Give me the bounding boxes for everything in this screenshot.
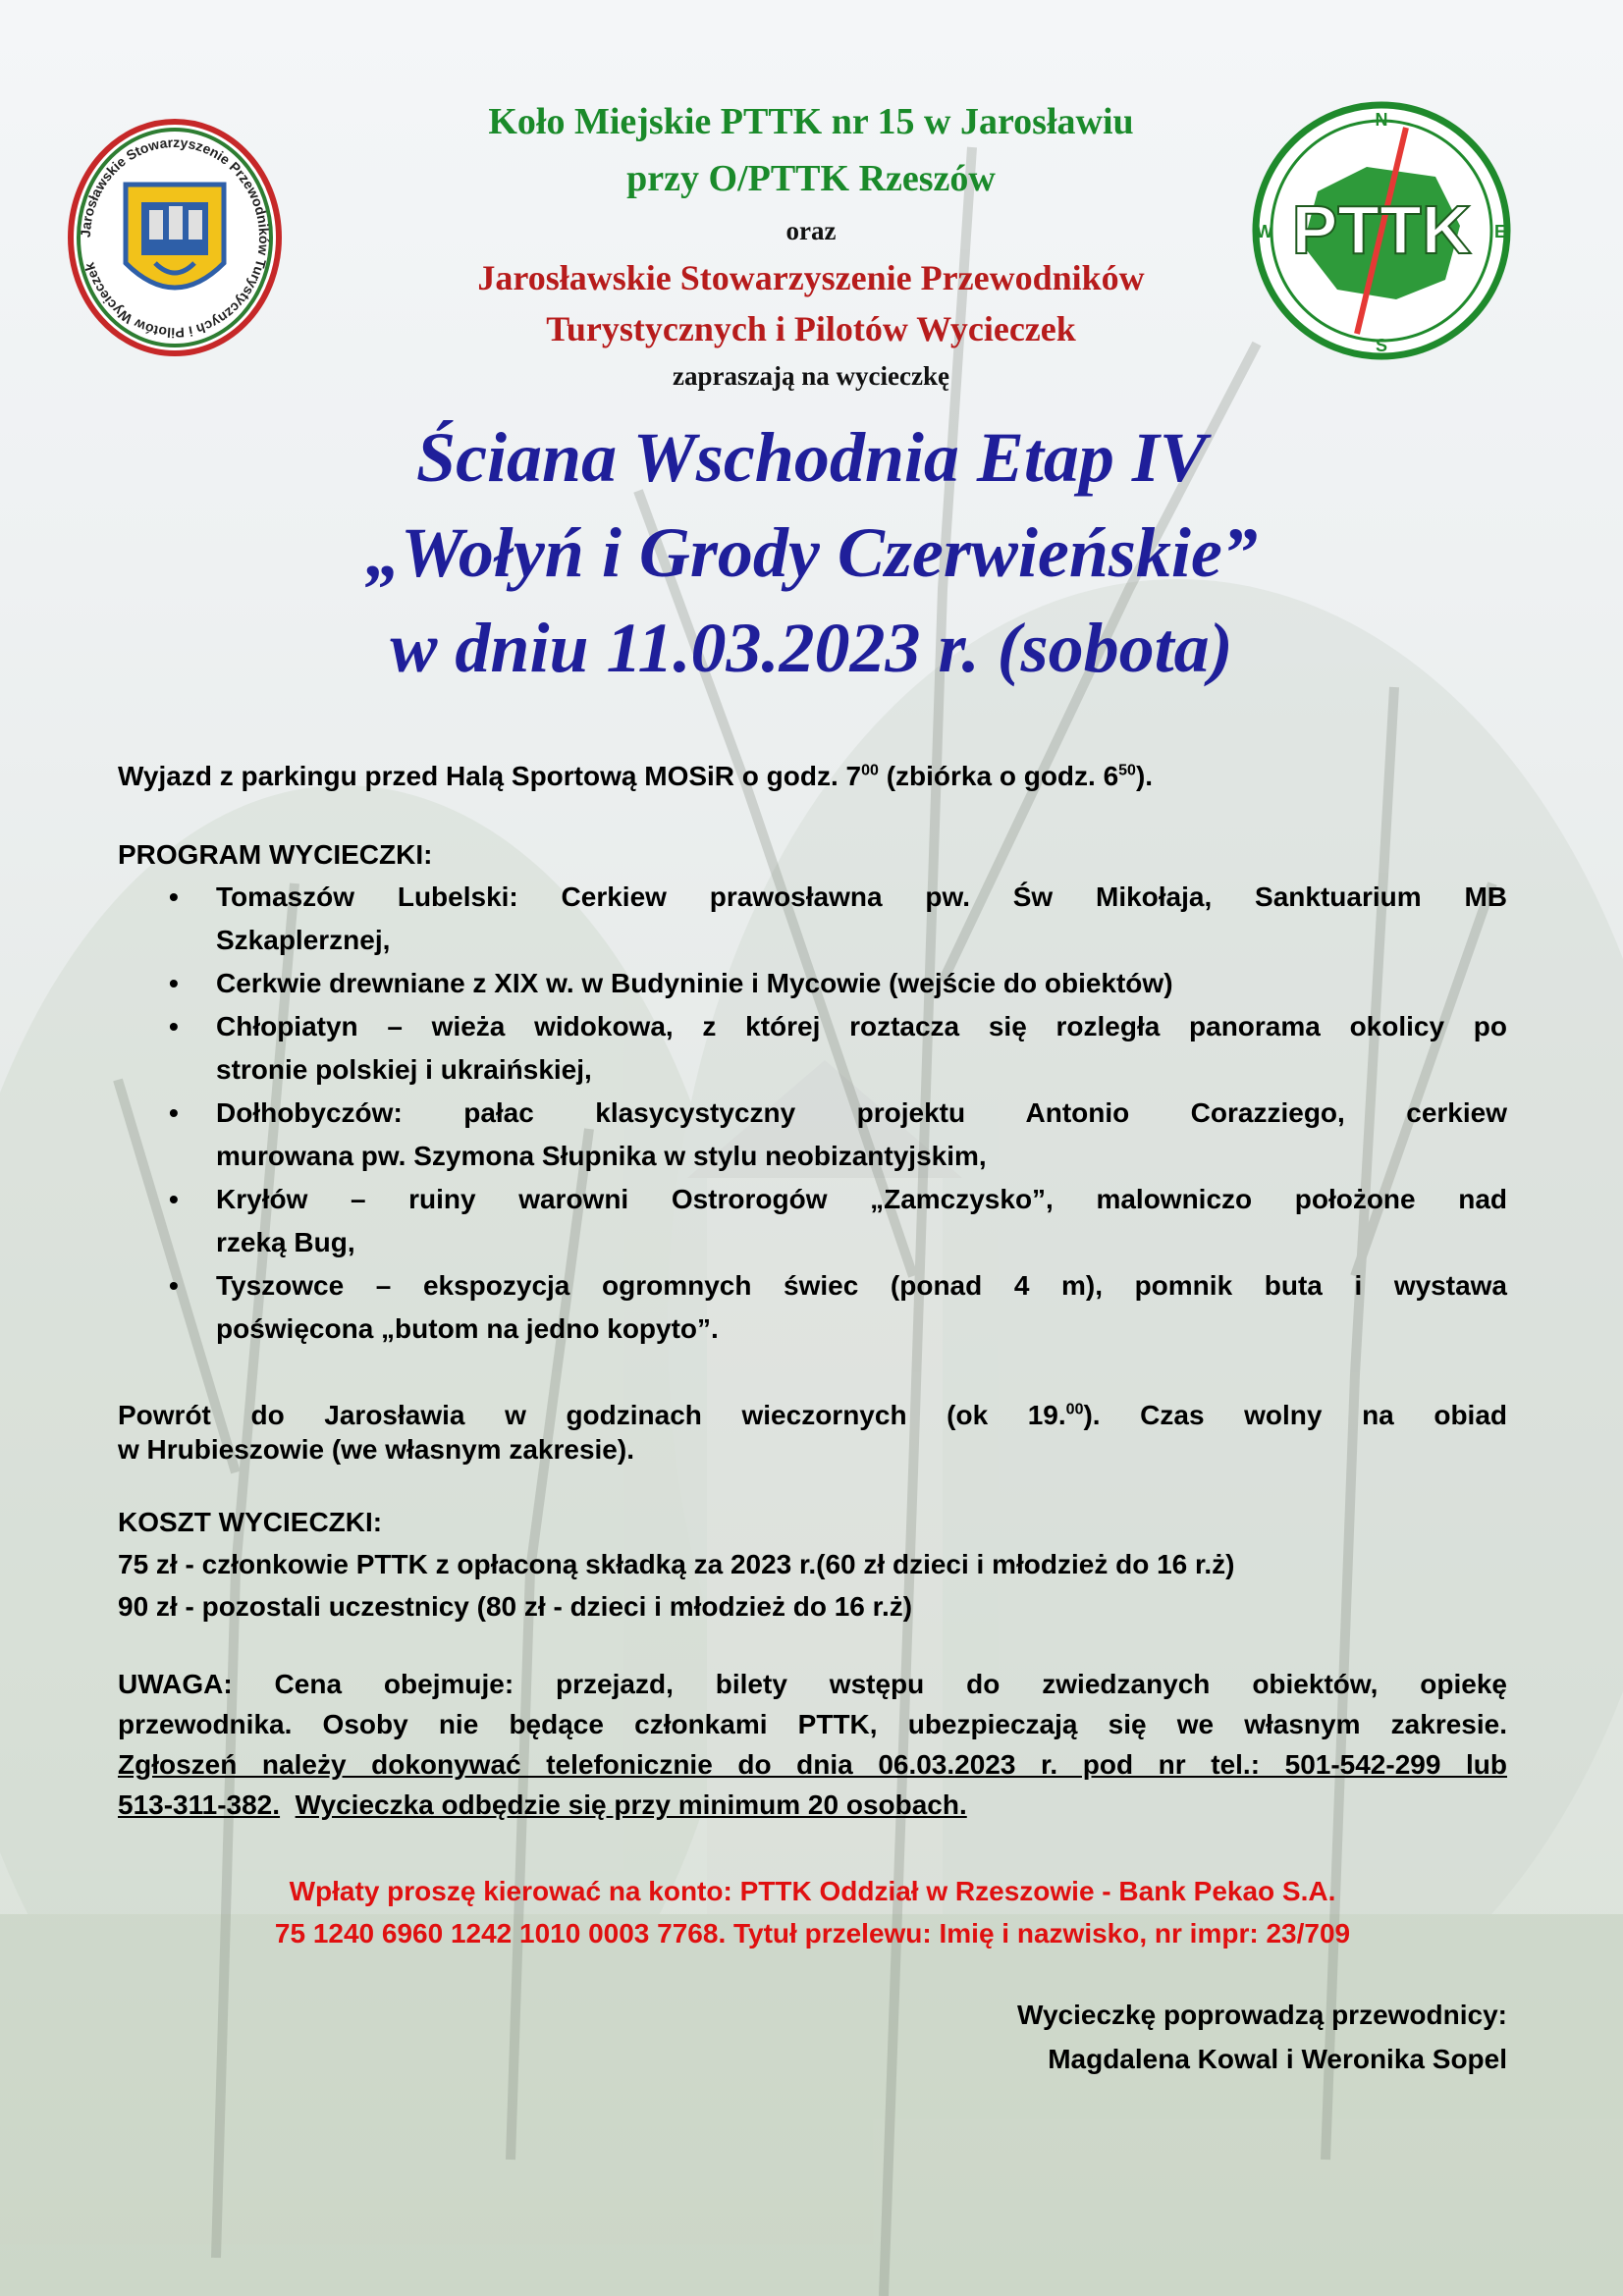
list-item: • Tomaszów Lubelski: Cerkiew prawosławna pw. Św Mikołaja, Sanktuarium MB Szkaplerznej, xyxy=(169,881,1507,955)
list-item: • Tyszowce – ekspozycja ogromnych świec (ponad 4 m), pomnik buta i wystawa poświęcona „butom na jedno kopyto”. xyxy=(169,1270,1507,1344)
trip-subtitle: „Wołyń i Grody Czerwieńskie” xyxy=(365,513,1258,592)
organizer-line-2: przy O/PTTK Rzeszów xyxy=(626,158,996,199)
pttk-logo-text: PTTK xyxy=(1291,191,1472,268)
association-line-2: Turystycznych i Pilotów Wycieczek xyxy=(546,309,1076,348)
cost-members: 75 zł - członkowie PTTK z opłaconą składką za 2023 r.(60 zł dzieci i młodzież do 16 r.ż) xyxy=(118,1549,1235,1579)
phone-number: 513-311-382. xyxy=(118,1789,281,1820)
compass-w: W xyxy=(1256,222,1273,241)
note-line-1: UWAGA: Cena obejmuje: przejazd, bilety wstępu do zwiedzanych obiektów, opiekę xyxy=(118,1669,1507,1699)
note-line-2: przewodnika. Osoby nie będące członkami PTTK, ubezpieczają się we własnym zakresie. xyxy=(118,1709,1507,1739)
list-item: • Kryłów – ruiny warowni Ostrorogów „Zamczysko”, malowniczo położone nad rzeką Bug, xyxy=(169,1184,1507,1257)
compass-n: N xyxy=(1375,110,1388,130)
guides-names: Magdalena Kowal i Weronika Sopel xyxy=(1048,2044,1507,2074)
organizer-line-1: Koło Miejskie PTTK nr 15 w Jarosławiu xyxy=(488,101,1134,142)
cost-others: 90 zł - pozostali uczestnicy (80 zł - dzieci i młodzież do 16 r.ż) xyxy=(118,1591,913,1622)
note-line-4 xyxy=(118,1787,1507,1824)
guides-association-logo xyxy=(67,116,283,359)
association-line-1: Jarosławskie Stowarzyszenie Przewodników xyxy=(477,258,1145,297)
trip-title: Ściana Wschodnia Etap IV xyxy=(416,418,1207,497)
compass-e: E xyxy=(1493,222,1507,241)
compass-s: S xyxy=(1375,336,1388,355)
return-info-2: w Hrubieszowie (we własnym zakresie). xyxy=(118,1434,634,1465)
logo-ring-text: Jarosławskie Stowarzyszenie Przewodników Turystycznych i Pilotów Wycieczek xyxy=(77,133,273,342)
conjunction: oraz xyxy=(785,216,837,245)
return-info: Powrót do Jarosławia w godzinach wieczornych (ok 19.00). Czas wolny na obiad xyxy=(118,1400,1507,1430)
list-item: • Chłopiatyn – wieża widokowa, z której roztacza się rozległa panorama okolicy po stronie polskiej i ukraińskiej, xyxy=(169,1011,1507,1085)
invitation-text: zapraszają na wycieczkę xyxy=(673,361,949,391)
guides-heading: Wycieczkę poprowadzą przewodnicy: xyxy=(1017,2000,1507,2030)
list-item: • Dołhobyczów: pałac klasycystyczny projektu Antonio Corazziego, cerkiew murowana pw. Szymona Słupnika w stylu neobizantyjskim, xyxy=(169,1097,1507,1171)
cost-heading: KOSZT WYCIECZKI: xyxy=(118,1507,383,1537)
program-heading: PROGRAM WYCIECZKI: xyxy=(118,839,433,870)
minimum-participants: Wycieczka odbędzie się przy minimum 20 osobach. xyxy=(295,1789,967,1820)
note-line-3: Zgłoszeń należy dokonywać telefonicznie do dnia 06.03.2023 r. pod nr tel.: 501-542-299 lub xyxy=(118,1749,1507,1780)
trip-date: w dniu 11.03.2023 r. (sobota) xyxy=(390,609,1233,687)
payment-line-2: 75 1240 6960 1242 1010 0003 7768. Tytuł przelewu: Imię i nazwisko, nr impr: 23/709 xyxy=(274,1918,1351,1949)
program-list xyxy=(118,876,1507,1351)
departure-info: Wyjazd z parkingu przed Halą Sportową MOSiR o godz. $7^{00}$ (zbiórka o godz. $6^{50}$). xyxy=(118,761,1154,791)
list-item: • Cerkwie drewniane z XIX w. w Budyninie i Mycowie (wejście do obiektów) xyxy=(169,968,1173,998)
payment-line-1: Wpłaty proszę kierować na konto: PTTK Oddział w Rzeszowie - Bank Pekao S.A. xyxy=(289,1876,1336,1906)
